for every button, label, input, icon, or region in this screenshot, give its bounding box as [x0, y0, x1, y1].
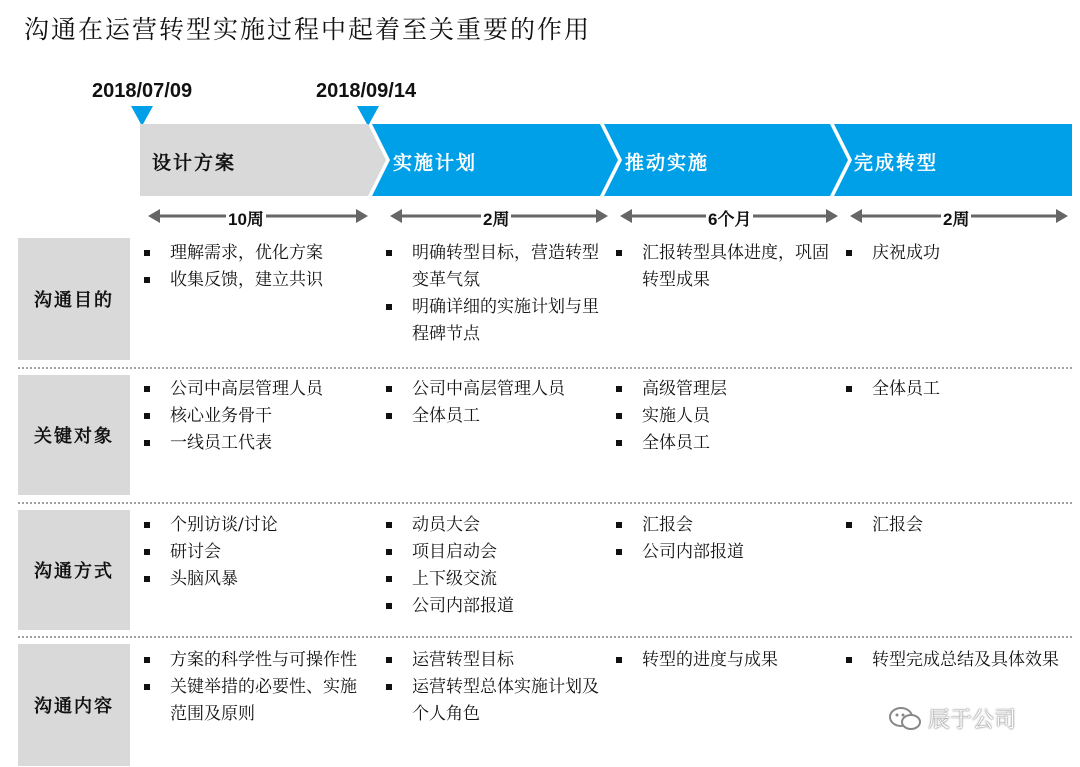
phase-label-plan: 实施计划: [393, 152, 478, 174]
list-item: 动员大会: [384, 512, 612, 539]
list-item: 关键举措的必要性、实施范围及原则: [142, 674, 372, 728]
row-header-audience: 关键对象: [18, 375, 130, 495]
cell-audience-plan: [384, 376, 612, 430]
row-header-method: 沟通方式: [18, 510, 130, 630]
row-header-content: 沟通内容: [18, 644, 130, 766]
list-item: 理解需求，优化方案: [142, 240, 372, 267]
duration-label-4: 2周: [941, 205, 971, 230]
duration-label-1: 10周: [226, 205, 266, 230]
row-divider: [18, 502, 1072, 504]
row-divider: [18, 367, 1072, 369]
cell-audience-complete: [844, 376, 1072, 403]
list-item: 公司内部报道: [614, 539, 832, 566]
page-title: 沟通在运营转型实施过程中起着至关重要的作用: [24, 15, 592, 44]
list-item: 一线员工代表: [142, 430, 372, 457]
list-item: 运营转型总体实施计划及个人角色: [384, 674, 612, 728]
list-item: 公司内部报道: [384, 593, 612, 620]
cell-content-complete: [844, 647, 1072, 674]
list-item: 个别访谈/讨论: [142, 512, 372, 539]
cell-purpose-complete: [844, 240, 1072, 267]
list-item: 高级管理层: [614, 376, 832, 403]
list-item: 汇报会: [844, 512, 1072, 539]
watermark: [888, 703, 1016, 734]
list-item: 上下级交流: [384, 566, 612, 593]
list-item: 核心业务骨干: [142, 403, 372, 430]
start-date: 2018/07/09: [92, 80, 193, 102]
list-item: 转型完成总结及具体效果: [844, 647, 1072, 674]
list-item: 汇报转型具体进度，巩固转型成果: [614, 240, 832, 294]
list-item: 全体员工: [614, 430, 832, 457]
list-item: 头脑风暴: [142, 566, 372, 593]
duration-label-2: 2周: [481, 205, 511, 230]
list-item: 庆祝成功: [844, 240, 1072, 267]
cell-purpose-design: [142, 240, 372, 294]
list-item: 收集反馈，建立共识: [142, 267, 372, 294]
list-item: 项目启动会: [384, 539, 612, 566]
list-item: 明确详细的实施计划与里程碑节点: [384, 294, 612, 348]
cell-content-execute: [614, 647, 832, 674]
phase-label-execute: 推动实施: [625, 152, 710, 174]
cell-purpose-execute: [614, 240, 832, 294]
cell-method-design: [142, 512, 372, 593]
list-item: 公司中高层管理人员: [384, 376, 612, 403]
milestone-date: 2018/09/14: [316, 80, 417, 102]
list-item: 全体员工: [844, 376, 1072, 403]
chat-bubbles-icon: [888, 705, 922, 733]
list-item: 研讨会: [142, 539, 372, 566]
watermark-text: 辰于公司: [928, 708, 1017, 733]
cell-method-complete: [844, 512, 1072, 539]
list-item: 实施人员: [614, 403, 832, 430]
list-item: 方案的科学性与可操作性: [142, 647, 372, 674]
list-item: 明确转型目标，营造转型变革气氛: [384, 240, 612, 294]
row-header-purpose: 沟通目的: [18, 238, 130, 360]
list-item: 转型的进度与成果: [614, 647, 832, 674]
list-item: 运营转型目标: [384, 647, 612, 674]
start-date-marker-icon: [131, 106, 153, 126]
cell-audience-execute: [614, 376, 832, 457]
duration-label-3: 6个月: [706, 205, 753, 230]
phase-label-complete: 完成转型: [854, 152, 939, 174]
cell-method-plan: [384, 512, 612, 620]
cell-content-design: [142, 647, 372, 728]
phase-label-design: 设计方案: [152, 152, 237, 174]
row-divider: [18, 636, 1072, 638]
list-item: 公司中高层管理人员: [142, 376, 372, 403]
cell-content-plan: [384, 647, 612, 728]
cell-method-execute: [614, 512, 832, 566]
cell-purpose-plan: [384, 240, 612, 348]
list-item: 全体员工: [384, 403, 612, 430]
cell-audience-design: [142, 376, 372, 457]
milestone-date-marker-icon: [357, 106, 379, 126]
list-item: 汇报会: [614, 512, 832, 539]
